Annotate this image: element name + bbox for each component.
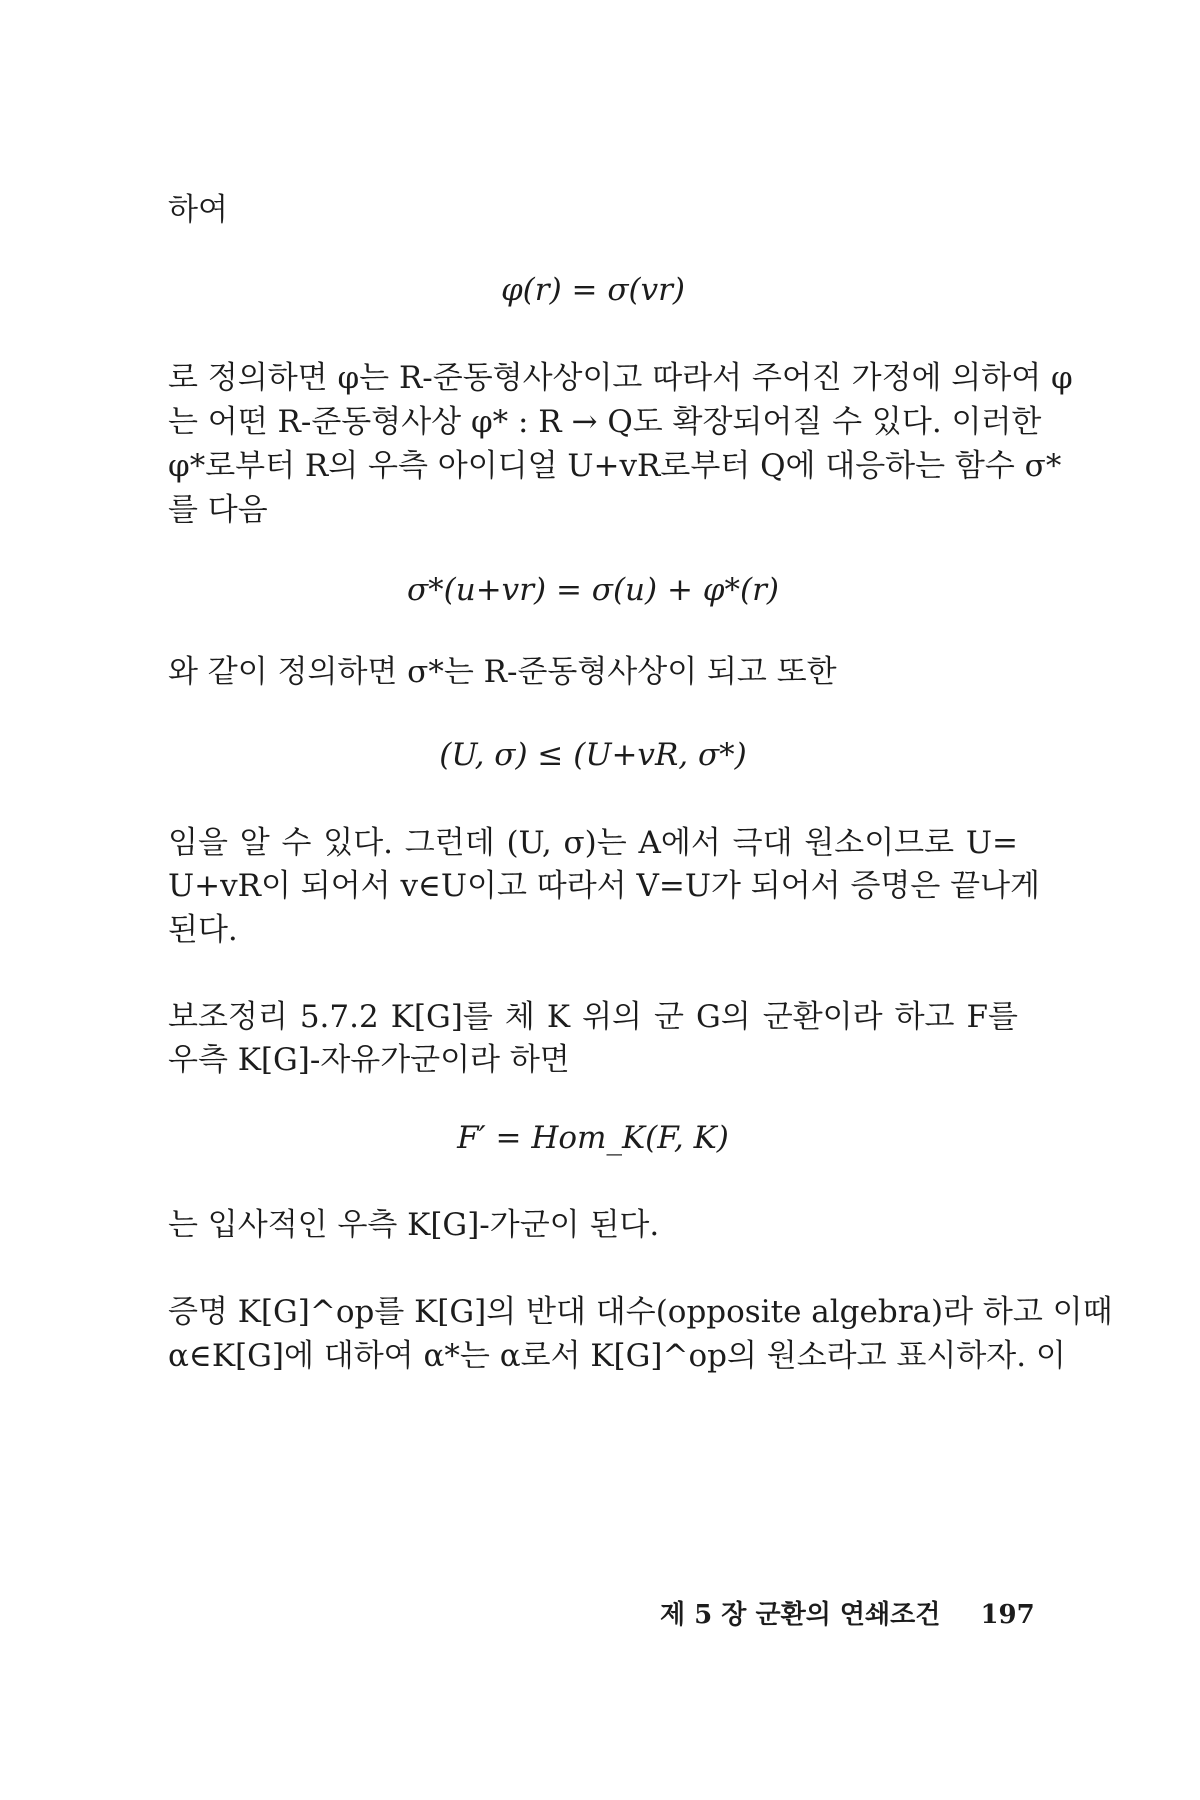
paragraph-2-line-4: 를 다음 — [168, 492, 268, 528]
proof-line-2: α∈K[G]에 대하여 α*는 α로서 K[G]^op의 원소라고 표시하자. 이 — [168, 1338, 1066, 1374]
paragraph-4-line-2: U+vR이 되어서 v∈U이고 따라서 V=U가 되어서 증명은 끝나게 — [168, 868, 1040, 904]
paragraph-intro-line-1: 하여 — [168, 192, 228, 228]
paragraph-2-line-3: φ*로부터 R의 우측 아이디얼 U+vR로부터 Q에 대응하는 함수 σ* — [168, 448, 1062, 484]
running-footer — [660, 1598, 1035, 1632]
equation-hom-dual: F′ = Hom_K(F, K) — [457, 1120, 729, 1156]
paragraph-5-line-1: 는 입사적인 우측 K[G]-가군이 된다. — [168, 1207, 660, 1243]
paragraph-4-line-1: 임을 알 수 있다. 그런데 (U, σ)는 A에서 극대 원소이므로 U= — [168, 825, 1018, 861]
chapter-label: 제 5 장 군환의 연쇄조건 — [660, 1600, 941, 1630]
equation-phi-definition: φ(r) = σ(vr) — [500, 272, 686, 308]
proof-line-1: 증명 K[G]^op를 K[G]의 반대 대수(opposite algebra)라 하고 이때 — [168, 1294, 1113, 1330]
paragraph-3-line-1: 와 같이 정의하면 σ*는 R-준동형사상이 되고 또한 — [168, 654, 837, 690]
lemma-line-1: 보조정리 5.7.2 K[G]를 체 K 위의 군 G의 군환이라 하고 F를 — [168, 999, 1018, 1035]
equation-order-relation: (U, σ) ≤ (U+vR, σ*) — [439, 737, 747, 773]
equation-sigma-star: σ*(u+vr) = σ(u) + φ*(r) — [406, 572, 779, 608]
page-number: 197 — [980, 1600, 1035, 1630]
paragraph-2-line-1: 로 정의하면 φ는 R-준동형사상이고 따라서 주어진 가정에 의하여 φ — [168, 360, 1073, 396]
paragraph-2-line-2: 는 어떤 R-준동형사상 φ* : R → Q도 확장되어질 수 있다. 이러한 — [168, 404, 1042, 440]
paragraph-4-line-3: 된다. — [168, 912, 238, 948]
lemma-line-2: 우측 K[G]-자유가군이라 하면 — [168, 1042, 570, 1078]
